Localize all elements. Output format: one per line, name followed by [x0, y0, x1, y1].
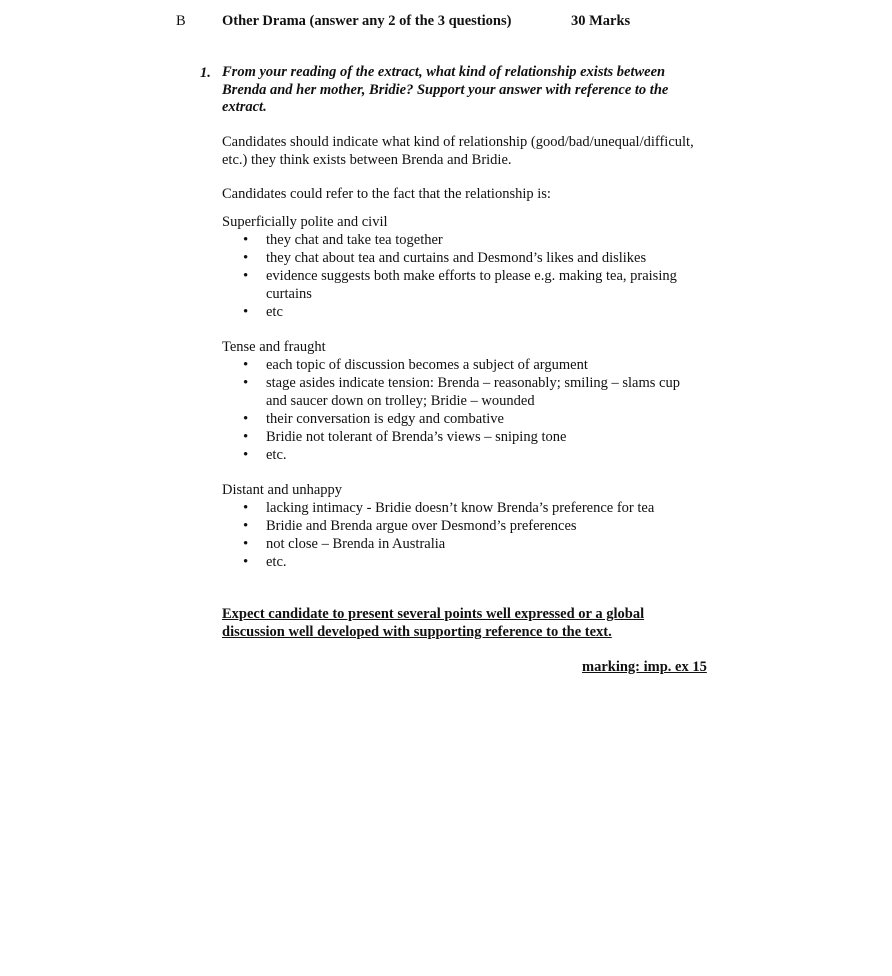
- list-item: • Bridie not tolerant of Brenda’s views – sniping tone: [222, 428, 701, 446]
- section-title: Other Drama (answer any 2 of the 3 questions): [222, 13, 512, 29]
- group-title: Superficially polite and civil: [222, 214, 388, 230]
- point-group-tense: [222, 338, 717, 464]
- list-item: • they chat and take tea together: [222, 231, 701, 249]
- bullet-list: [222, 356, 717, 464]
- list-item: • Bridie and Brenda argue over Desmond’s preferences: [222, 517, 701, 535]
- list-item: • they chat about tea and curtains and Desmond’s likes and dislikes: [222, 249, 701, 267]
- list-item: • each topic of discussion becomes a subject of argument: [222, 356, 701, 374]
- point-group-polite: [222, 213, 717, 321]
- group-title: Distant and unhappy: [222, 482, 343, 498]
- list-item: • their conversation is edgy and combative: [222, 410, 701, 428]
- list-item: • etc: [222, 303, 701, 321]
- bullet-list: [222, 499, 717, 571]
- list-item: • not close – Brenda in Australia: [222, 535, 701, 553]
- list-item: • evidence suggests both make efforts to please e.g. making tea, praising curtains: [222, 267, 701, 303]
- list-item: • lacking intimacy - Bridie doesn’t know Brenda’s preference for tea: [222, 499, 701, 517]
- marking-scheme: marking: imp. ex 15: [582, 659, 707, 675]
- expectation-note: Expect candidate to present several points well expressed or a global discussion well developed with supporting reference to the text.: [222, 606, 645, 640]
- question-text: From your reading of the extract, what kind of relationship exists between Brenda and her mother, Bridie? Support your answer with reference to the extract.: [222, 64, 669, 115]
- point-group-distant: [222, 481, 717, 571]
- guidance-lead: Candidates could refer to the fact that the relationship is:: [222, 186, 551, 202]
- guidance-intro: Candidates should indicate what kind of relationship (good/bad/unequal/difficult, etc.) they think exists between Brenda and Bridie.: [222, 134, 694, 168]
- list-item: • etc.: [222, 553, 701, 571]
- group-title: Tense and fraught: [222, 339, 326, 355]
- question-number: 1.: [200, 65, 211, 81]
- bullet-list: [222, 231, 717, 321]
- section-letter: B: [176, 13, 186, 29]
- list-item: • etc.: [222, 446, 701, 464]
- section-marks: 30 Marks: [571, 13, 631, 29]
- list-item: • stage asides indicate tension: Brenda – reasonably; smiling – slams cup and saucer down on trolley; Bridie – wounded: [222, 374, 701, 410]
